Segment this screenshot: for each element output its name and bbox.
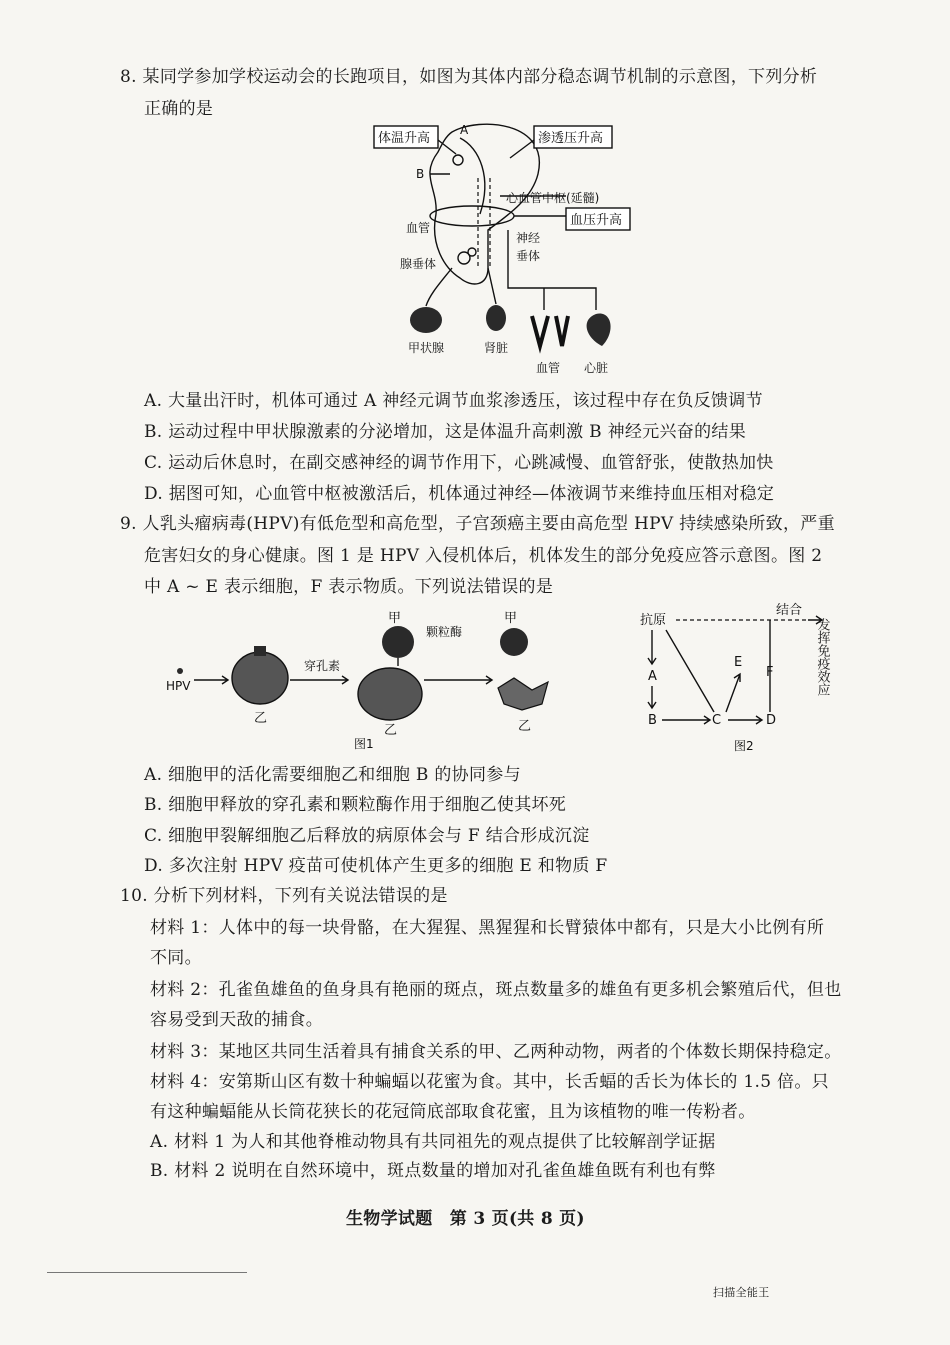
label-neuro-1: 神经 (516, 231, 541, 245)
q9-figure1 (158, 608, 598, 758)
q8-stem-line2: 正确的是 (144, 99, 214, 119)
label-vessel-left: 血管 (406, 221, 431, 235)
lysed-cell (498, 678, 548, 710)
cv-center-ellipse (430, 206, 514, 226)
q10-material3: 材料 3：某地区共同生活着具有捕食关系的甲、乙两种动物，两者的个体数长期保持稳定。 (150, 1042, 842, 1062)
node-d: D (766, 713, 777, 728)
q9-stem-line3: 中 A ~ E 表示细胞，F 表示物质。下列说法错误的是 (144, 577, 554, 597)
q9-option-d: D. 多次注射 HPV 疫苗可使机体产生更多的细胞 E 和物质 F (144, 856, 608, 876)
fig2-caption: 图2 (734, 739, 754, 753)
label-yi-2: 乙 (384, 723, 398, 738)
q8-stem-line1: 8. 某同学参加学校运动会的长跑项目，如图为其体内部分稳态调节机制的示意图，下列分析 (120, 67, 818, 87)
page-footer: 生物学试题 第 3 页(共 8 页) (346, 1209, 585, 1229)
vessel-icon (532, 316, 568, 346)
fig1-caption: 图1 (354, 737, 374, 751)
label-kidney: 肾脏 (484, 341, 509, 355)
q9-option-b: B. 细胞甲释放的穿孔素和颗粒酶作用于细胞乙使其坏死 (144, 795, 567, 815)
q9-stem-line2: 危害妇女的身心健康。图 1 是 HPV 入侵机体后，机体发生的部分免疫应答示意图。图 2 (144, 546, 823, 566)
q10-material4-line2: 有这种蝙蝠能从长筒花狭长的花冠筒底部取食花蜜，且为该植物的唯一传粉者。 (150, 1102, 756, 1122)
label-jia-1: 甲 (388, 611, 402, 626)
node-e: E (734, 655, 743, 670)
label-thyroid: 甲状腺 (408, 341, 445, 355)
q8-option-a: A. 大量出汗时，机体可通过 A 神经元调节血浆渗透压，该过程中存在负反馈调节 (144, 391, 763, 411)
q10-option-b: B. 材料 2 说明在自然环境中，斑点数量的增加对孔雀鱼雄鱼既有利也有弊 (150, 1161, 716, 1181)
label-yi-1: 乙 (254, 711, 268, 726)
q8-regulation-diagram (360, 118, 650, 380)
cell-yi-2 (358, 668, 422, 720)
label-effect: 发挥免疫效应 (814, 618, 830, 696)
q8-option-c: C. 运动后休息时，在副交感神经的调节作用下，心跳减慢、血管舒张，使散热加快 (144, 453, 774, 473)
q9-figure2 (636, 600, 856, 760)
q10-material1-line1: 材料 1：人体中的每一块骨骼，在大猩猩、黑猩猩和长臂猿体中都有，只是大小比例有所 (150, 918, 825, 938)
svg-text:体温升高: 体温升高 (378, 131, 431, 146)
q10-material2-line2: 容易受到天敌的捕食。 (150, 1010, 323, 1030)
q10-material4-line1: 材料 4：安第斯山区有数十种蝙蝠以花蜜为食。其中，长舌蝠的舌长为体长的 1.5 倍。只 (150, 1072, 829, 1092)
label-combine: 结合 (776, 603, 803, 618)
cell-jia-1 (382, 626, 414, 658)
q9-option-a: A. 细胞甲的活化需要细胞乙和细胞 B 的协同参与 (144, 765, 521, 785)
q10-stem: 10. 分析下列材料，下列有关说法错误的是 (120, 886, 448, 906)
q10-option-a: A. 材料 1 为人和其他脊椎动物具有共同祖先的观点提供了比较解剖学证据 (150, 1132, 716, 1152)
heart-icon (587, 314, 611, 346)
kidney-icon (486, 305, 506, 331)
cell-jia-2 (500, 628, 528, 656)
node-c: C (712, 713, 722, 728)
box-osmotic (534, 126, 612, 148)
svg-text:血压升高: 血压升高 (570, 213, 623, 228)
q9-option-c: C. 细胞甲裂解细胞乙后释放的病原体会与 F 结合形成沉淀 (144, 826, 590, 846)
node-f: F (766, 665, 774, 680)
node-a: A (648, 669, 657, 684)
cell-yi-1 (232, 652, 288, 704)
q8-option-b: B. 运动过程中甲状腺激素的分泌增加，这是体温升高刺激 B 神经元兴奋的结果 (144, 422, 746, 442)
node-b: B (648, 713, 657, 728)
label-hpv: HPV (166, 679, 191, 693)
thyroid-icon (410, 307, 442, 333)
label-adenohypophysis: 腺垂体 (400, 257, 437, 271)
svg-text:渗透压升高: 渗透压升高 (538, 131, 604, 146)
scan-edge (47, 1272, 247, 1273)
label-neuro-2: 垂体 (516, 249, 541, 263)
label-granzyme: 颗粒酶 (426, 625, 463, 639)
label-heart: 心脏 (584, 361, 609, 375)
scanner-watermark: 扫描全能王 (713, 1286, 770, 1299)
label-neuron-a: A (460, 123, 469, 137)
label-blood-vessel: 血管 (536, 361, 561, 375)
q10-material1-line2: 不同。 (150, 948, 202, 968)
label-jia-2: 甲 (504, 611, 518, 626)
box-body-temp (374, 126, 438, 148)
label-neuron-b: B (416, 167, 425, 181)
box-blood-pressure (566, 208, 630, 230)
label-cv-center: 心血管中枢(延髓) (506, 191, 600, 205)
label-perforin: 穿孔素 (304, 659, 341, 673)
q8-option-d: D. 据图可知，心血管中枢被激活后，机体通过神经—体液调节来维持血压相对稳定 (144, 484, 775, 504)
label-yi-3: 乙 (518, 719, 532, 734)
label-antigen: 抗原 (640, 613, 667, 628)
q10-material2-line1: 材料 2：孔雀鱼雄鱼的鱼身具有艳丽的斑点，斑点数量多的雄鱼有更多机会繁殖后代，但也 (150, 980, 842, 1000)
q9-stem-line1: 9. 人乳头瘤病毒(HPV)有低危型和高危型，子宫颈癌主要由高危型 HPV 持续感染所致，严重 (120, 514, 835, 534)
